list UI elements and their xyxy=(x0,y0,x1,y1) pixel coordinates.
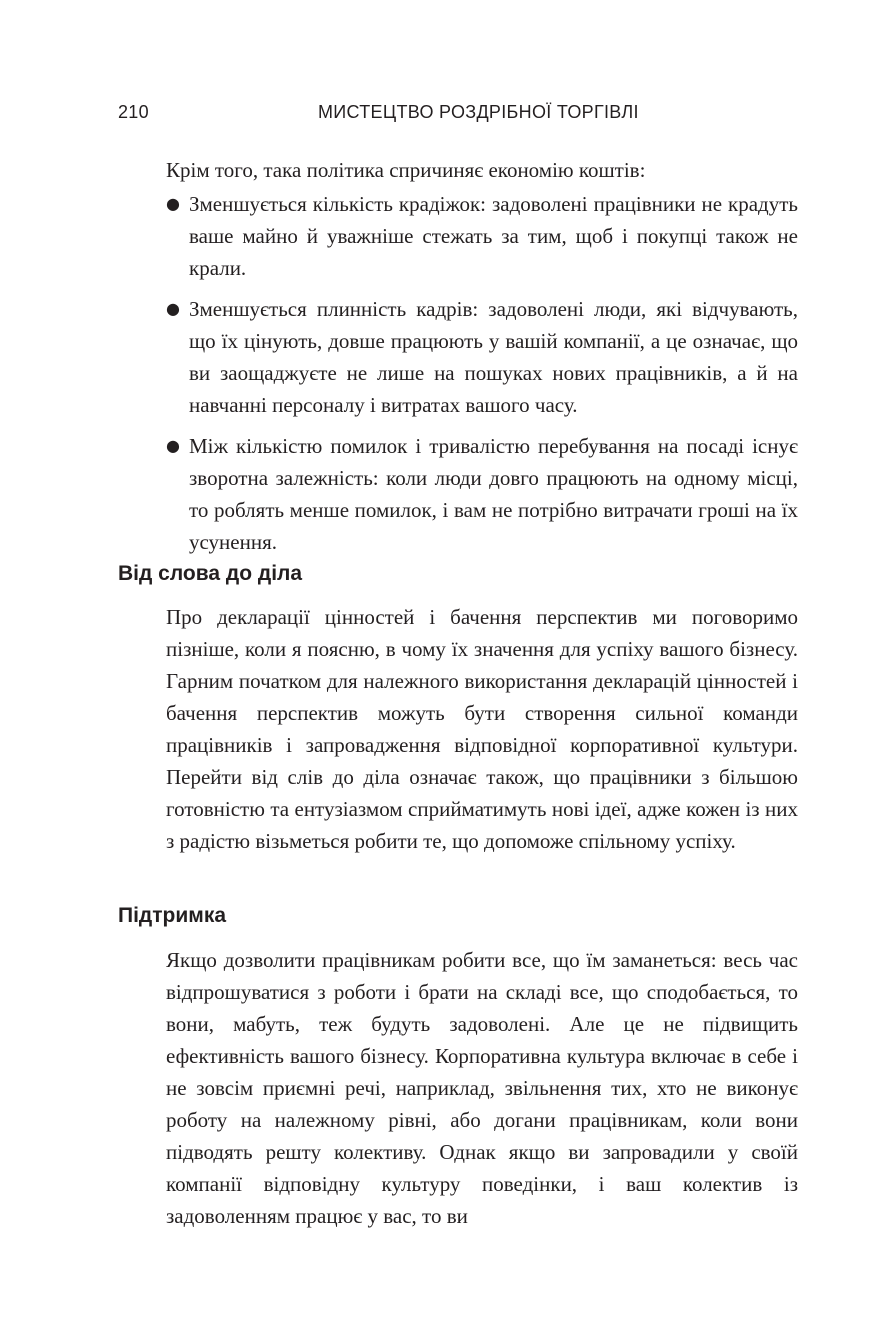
section-paragraph: Про декларації цінностей і бачення перспектив ми поговоримо пізніше, коли я поясню, в чому їх значення для успіху вашого бізнесу. Гарним початком для належного використання декларацій цінностей і бачення перспектив можуть бути створення сильної команди працівників і запровадження відповідної корпоративної культури. Перейти від слів до діла означає також, що працівники з більшою готовністю та ентузіазмом сприйматимуть нові ідеї, адже кожен із них з радістю візьметься робити те, що допоможе спільному успіху. xyxy=(166,605,798,853)
section-heading-from-words-to-deeds: Від слова до діла xyxy=(118,562,303,585)
section-paragraph: Якщо дозволити працівникам робити все, що їм заманеться: весь час відпрошуватися з роботи і брати на складі все, що сподобається, то вони, мабуть, теж будуть задоволені. Але це не підвищить ефективність вашого бізнесу. Корпоративна культура включає в себе і не зовсім приємні речі, наприклад, звільнення тих, хто не виконує роботу на належному рівні, або догани працівникам, коли вони підводять решту колективу. Однак якщо ви запровадили у своїй компанії відповідну культуру поведінки, і ваш колектив із задоволенням працює у вас, то ви xyxy=(166,948,798,1228)
list-item-text: Зменшується кількість крадіжок: задоволені працівники не крадуть ваше майно й уважніше стежать за тим, щоб і покупці також не крали. xyxy=(189,192,798,280)
list-item-text: Зменшується плинність кадрів: задоволені люди, які відчувають, що їх цінують, довше працюють у вашій компанії, а це означає, що ви заощаджуєте не лише на пошуках нових працівників, а й на навчанні персоналу і витратах вашого часу. xyxy=(189,297,798,417)
page-number: 210 xyxy=(118,102,149,122)
list-item xyxy=(166,293,798,421)
bullet-icon: ● xyxy=(166,299,180,318)
intro-paragraph: Крім того, така політика спричиняє економію коштів: xyxy=(166,158,646,182)
running-header xyxy=(118,102,800,130)
bullet-icon: ● xyxy=(166,194,180,213)
list-item xyxy=(166,188,798,284)
list-item xyxy=(166,430,798,558)
bullet-icon: ● xyxy=(166,436,180,455)
section-heading-support: Підтримка xyxy=(118,904,227,927)
bullet-list xyxy=(166,188,798,567)
running-title: МИСТЕЦТВО РОЗДРІБНОЇ ТОРГІВЛІ xyxy=(318,102,639,122)
list-item-text: Між кількістю помилок і тривалістю перебування на посаді існує зворотна залежність: коли люди довго працюють на одному місці, то роблять менше помилок, і вам не потрібно витрачати гроші на їх усунення. xyxy=(189,434,798,554)
